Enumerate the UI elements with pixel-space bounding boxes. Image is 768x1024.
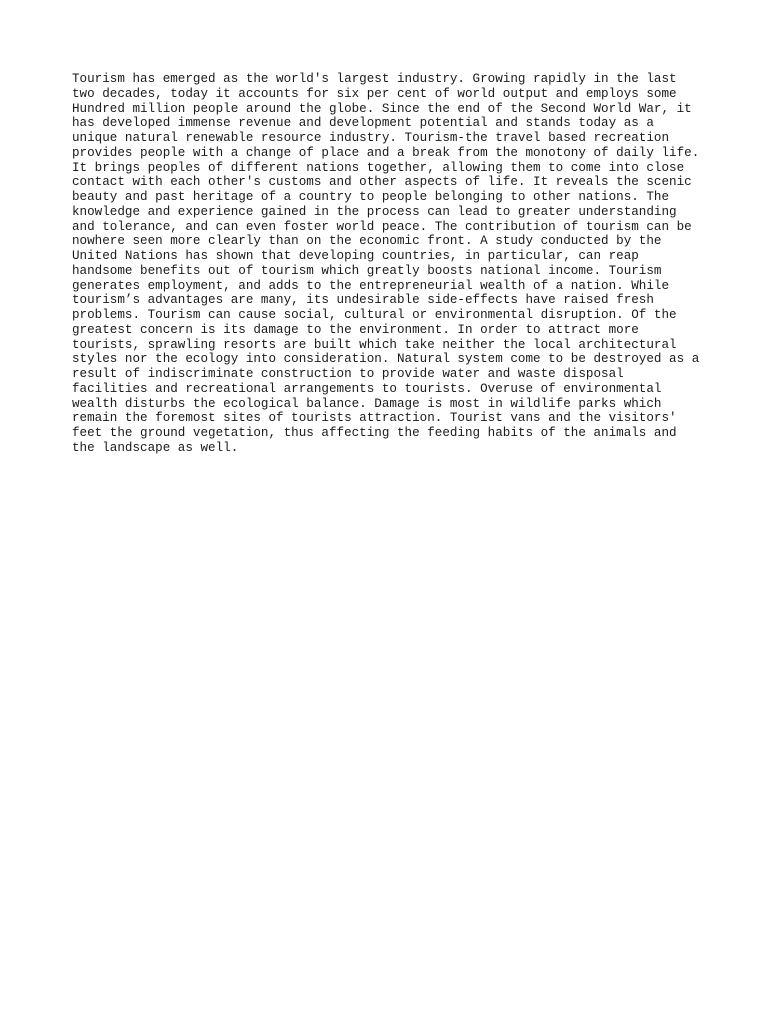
text-line: It brings peoples of different nations together, allowing them to come into close: [72, 160, 685, 175]
text-line: contact with each other's customs and other aspects of life. It reveals the scenic: [72, 175, 692, 190]
text-line: Tourism has emerged as the world's largest industry. Growing rapidly in the last: [72, 72, 677, 86]
text-line: nowhere seen more clearly than on the economic front. A study conducted by the: [72, 234, 662, 249]
text-line: tourism’s advantages are many, its undesirable side-effects have raised fresh: [72, 293, 654, 308]
text-line: unique natural renewable resource industry. Tourism-the travel based recreation: [72, 131, 670, 145]
text-line: feet the ground vegetation, thus affecting the feeding habits of the animals and: [72, 426, 677, 440]
text-line: handsome benefits out of tourism which greatly boosts national income. Tourism: [72, 263, 662, 278]
body-paragraph: [72, 72, 702, 456]
text-line: greatest concern is its damage to the environment. In order to attract more: [72, 322, 639, 337]
text-line: provides people with a change of place and a break from the monotony of daily life.: [72, 145, 700, 160]
text-line: knowledge and experience gained in the process can lead to greater understanding: [72, 204, 677, 219]
text-line: the landscape as well.: [72, 440, 239, 455]
text-line: and tolerance, and can even foster world peace. The contribution of tourism can be: [72, 219, 692, 234]
text-line: tourists, sprawling resorts are built which take neither the local architectural: [72, 337, 677, 352]
text-line: beauty and past heritage of a country to people belonging to other nations. The: [72, 190, 670, 204]
text-line: United Nations has shown that developing countries, in particular, can reap: [72, 249, 639, 263]
text-line: wealth disturbs the ecological balance. Damage is most in wildlife parks which: [72, 396, 662, 411]
text-line: facilities and recreational arrangements to tourists. Overuse of environmental: [72, 381, 662, 396]
text-line: generates employment, and adds to the entrepreneurial wealth of a nation. While: [72, 278, 670, 293]
text-line: problems. Tourism can cause social, cultural or environmental disruption. Of the: [72, 308, 677, 322]
text-line: Hundred million people around the globe. Since the end of the Second World War, it: [72, 101, 692, 116]
text-line: remain the foremost sites of tourists attraction. Tourist vans and the visitors': [72, 411, 677, 426]
text-line: two decades, today it accounts for six per cent of world output and employs some: [72, 86, 677, 101]
text-line: result of indiscriminate construction to provide water and waste disposal: [72, 367, 624, 381]
text-line: styles nor the ecology into consideration. Natural system come to be destroyed as a: [72, 352, 700, 367]
text-line: has developed immense revenue and development potential and stands today as a: [72, 116, 654, 131]
